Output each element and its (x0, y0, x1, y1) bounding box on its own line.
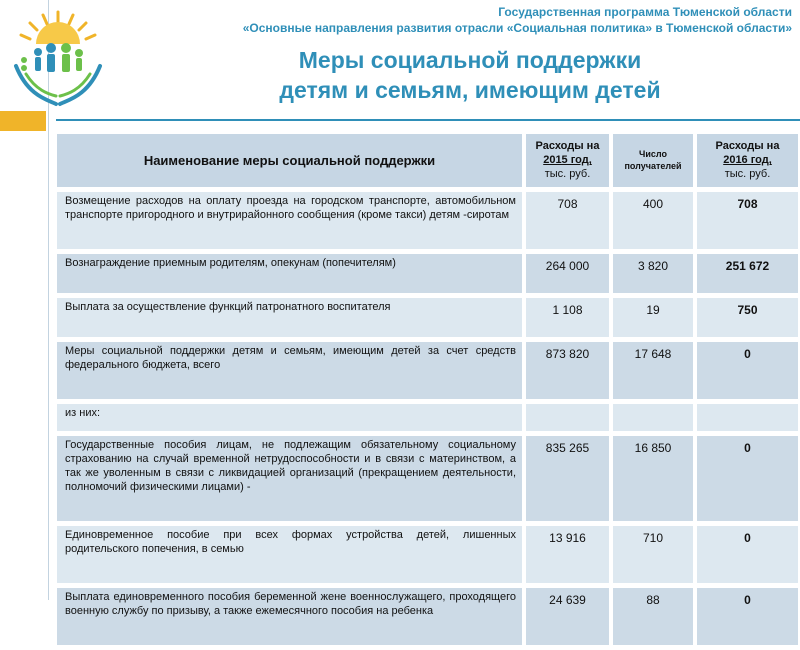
expenses-2015: 264 000 (524, 251, 611, 295)
table-row (57, 339, 800, 401)
expenses-2015: 835 265 (524, 433, 611, 523)
header-expenses-2015-l1: Расходы на (535, 140, 600, 153)
measure-name: Возмещение расходов на оплату проезда на городском транспорте, автомобильном транспорте пригородного и внутрирайонного сообщения (кроме такси) детям -сиротам (57, 189, 524, 251)
header-expenses-2016 (695, 134, 800, 189)
expenses-2015: 13 916 (524, 523, 611, 585)
measure-name: Государственные пособия лицам, не подлежащим обязательному социальному страхованию на случай временной нетрудоспособности и в связи с материнством, а так же уволенным в связи с ликвидацией организаций (прекращением деятельности, полномочий физическими лицами) - (57, 433, 524, 523)
measure-name: Выплата за осуществление функций патронатного воспитателя (57, 295, 524, 339)
recipients-count: 19 (611, 295, 695, 339)
table-row (57, 401, 800, 433)
expenses-2016: 708 (695, 189, 800, 251)
measure-name: Единовременное пособие при всех формах устройства детей, лишенных родительского попечения, в семью (57, 523, 524, 585)
title-underline (56, 119, 800, 121)
page-title-line1: Меры социальной поддержки (298, 47, 642, 73)
header-expenses-2016-l3: тыс. руб. (724, 168, 771, 181)
expenses-2016: 0 (695, 585, 800, 647)
table-row (57, 523, 800, 585)
header-recipients-l2: получателей (624, 161, 682, 172)
expenses-2016: 0 (695, 339, 800, 401)
expenses-2015: 708 (524, 189, 611, 251)
recipients-count: 16 850 (611, 433, 695, 523)
header-recipients (611, 134, 695, 189)
expenses-2015 (524, 401, 611, 433)
header-expenses-2015 (524, 134, 611, 189)
measure-name: Вознаграждение приемным родителям, опекунам (попечителям) (57, 251, 524, 295)
table-row (57, 295, 800, 339)
header-expenses-2015-l2: 2015 год, (543, 154, 592, 167)
expenses-2016: 0 (695, 523, 800, 585)
header-expenses-2015-l3: тыс. руб. (544, 168, 591, 181)
expenses-2016: 0 (695, 433, 800, 523)
header-expenses-2016-l1: Расходы на (715, 140, 780, 153)
page-title-line2: детям и семьям, имеющим детей (279, 77, 661, 103)
recipients-count: 88 (611, 585, 695, 647)
table-row (57, 433, 800, 523)
recipients-count (611, 401, 695, 433)
table-row (57, 251, 800, 295)
expenses-2016: 750 (695, 295, 800, 339)
recipients-count: 400 (611, 189, 695, 251)
expenses-2016 (695, 401, 800, 433)
table-row (57, 585, 800, 647)
expenses-2015: 873 820 (524, 339, 611, 401)
table-row (57, 189, 800, 251)
recipients-count: 3 820 (611, 251, 695, 295)
support-measures-table (57, 134, 800, 650)
expenses-2016: 251 672 (695, 251, 800, 295)
header-measure-name: Наименование меры социальной поддержки (57, 134, 524, 189)
measure-name: из них: (57, 401, 524, 433)
program-title-line2: «Основные направления развития отрасли «Социальная политика» в Тюменской области» (242, 21, 792, 35)
header-expenses-2016-l2: 2016 год, (723, 154, 772, 167)
recipients-count: 17 648 (611, 339, 695, 401)
expenses-2015: 24 639 (524, 585, 611, 647)
recipients-count: 710 (611, 523, 695, 585)
measure-name: Меры социальной поддержки детям и семьям, имеющим детей за счет средств федерального бюджета, всего (57, 339, 524, 401)
table-header-row (57, 134, 800, 189)
expenses-2015: 1 108 (524, 295, 611, 339)
accent-square (0, 111, 46, 131)
program-title-line1: Государственная программа Тюменской области (498, 5, 792, 19)
measure-name: Выплата единовременного пособия беременной жене военнослужащего, проходящего военную службу по призыву, а также ежемесячного пособия на ребенка (57, 585, 524, 647)
header-recipients-l1: Число (639, 149, 667, 160)
